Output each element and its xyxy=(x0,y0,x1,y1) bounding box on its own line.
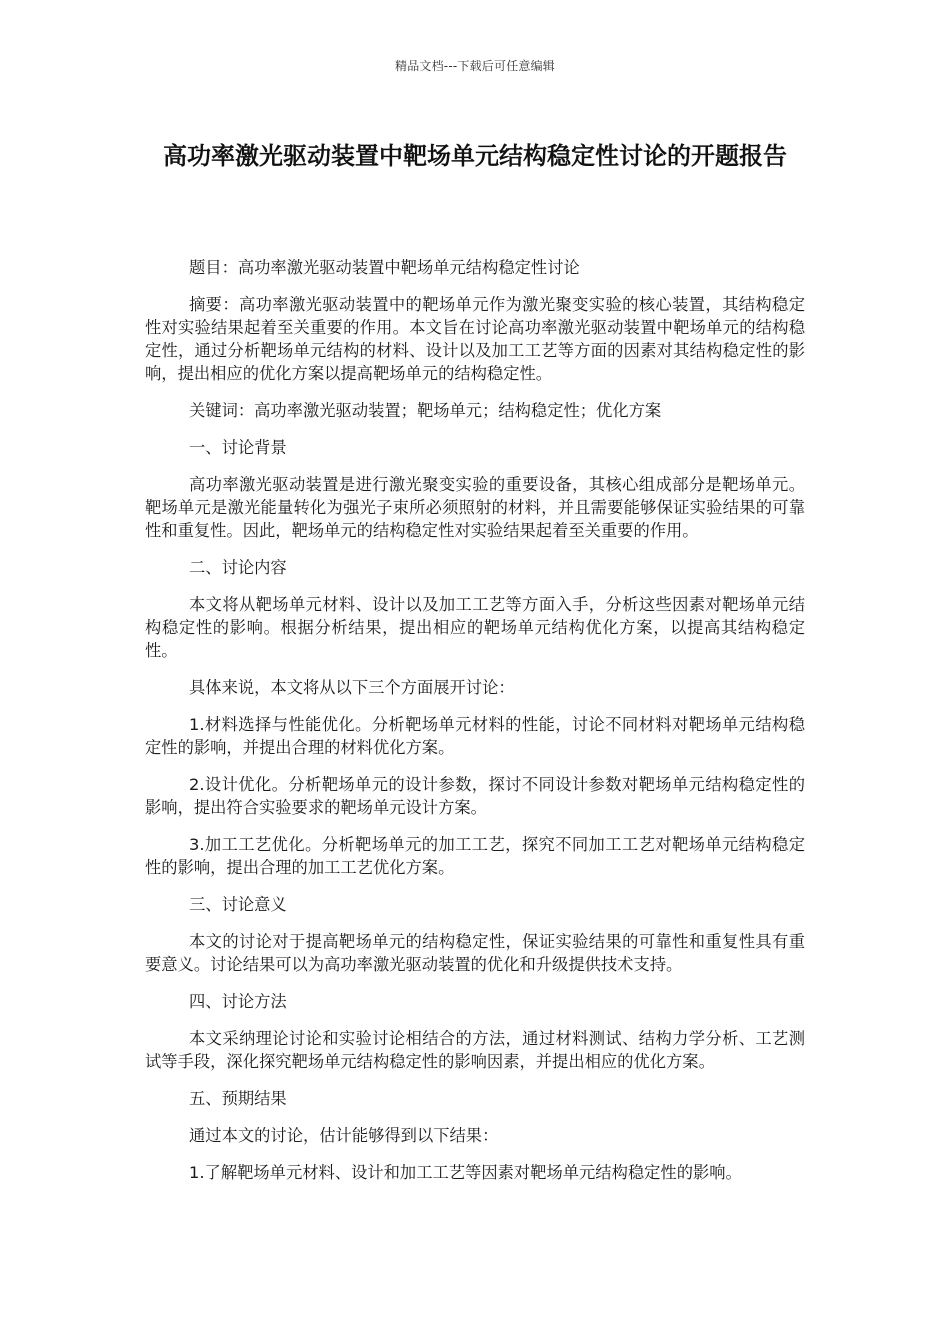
header-note: 精品文档---下载后可任意编辑 xyxy=(395,59,555,73)
paragraph-content: 本文将从靶场单元材料、设计以及加工工艺等方面入手，分析这些因素对靶场单元结构稳定性的影响。根据分析结果，提出相应的靶场单元结构优化方案，以提高其结构稳定性。 xyxy=(145,595,805,660)
list-item-design: 2.设计优化。分析靶场单元的设计参数，探讨不同设计参数对靶场单元结构稳定性的影响，提出符合实验要求的靶场单元设计方案。 xyxy=(145,775,805,817)
paragraph-abstract: 摘要：高功率激光驱动装置中的靶场单元作为激光聚变实验的核心装置，其结构稳定性对实验结果起着至关重要的作用。本文旨在讨论高功率激光驱动装置中靶场单元的结构稳定性，通过分析靶场单元结构的材料、设计以及加工工艺等方面的因素对其结构稳定性的影响，提出相应的优化方案以提高靶场单元的结构稳定性。 xyxy=(145,295,805,383)
paragraph-background: 高功率激光驱动装置是进行激光聚变实验的重要设备，其核心组成部分是靶场单元。靶场单元是激光能量转化为强光子束所必须照射的材料，并且需要能够保证实验结果的可靠性和重复性。因此，靶场单元的结构稳定性对实验结果起着至关重要的作用。 xyxy=(145,475,805,540)
section-heading-methods: 四、讨论方法 xyxy=(189,992,287,1011)
document-body xyxy=(145,256,805,1198)
paragraph-significance: 本文的讨论对于提高靶场单元的结构稳定性，保证实验结果的可靠性和重复性具有重要意义。讨论结果可以为高功率激光驱动装置的优化和升级提供技术支持。 xyxy=(145,932,805,974)
list-item-result-1: 1.了解靶场单元材料、设计和加工工艺等因素对靶场单元结构稳定性的影响。 xyxy=(189,1163,742,1182)
section-heading-significance: 三、讨论意义 xyxy=(189,895,287,914)
paragraph-topic: 题目：高功率激光驱动装置中靶场单元结构稳定性讨论 xyxy=(189,258,580,277)
section-heading-results: 五、预期结果 xyxy=(189,1089,287,1108)
section-heading-content: 二、讨论内容 xyxy=(189,558,287,577)
paragraph-content-intro: 具体来说，本文将从以下三个方面展开讨论： xyxy=(189,678,515,697)
section-heading-background: 一、讨论背景 xyxy=(189,438,287,457)
list-item-process: 3.加工工艺优化。分析靶场单元的加工工艺，探究不同加工工艺对靶场单元结构稳定性的影响，提出合理的加工工艺优化方案。 xyxy=(145,835,805,877)
document-title: 高功率激光驱动装置中靶场单元结构稳定性讨论的开题报告 xyxy=(163,142,787,170)
paragraph-results-intro: 通过本文的讨论，估计能够得到以下结果： xyxy=(189,1126,499,1145)
paragraph-methods: 本文采纳理论讨论和实验讨论相结合的方法，通过材料测试、结构力学分析、工艺测试等手段，深化探究靶场单元结构稳定性的影响因素，并提出相应的优化方案。 xyxy=(145,1029,805,1071)
list-item-materials: 1.材料选择与性能优化。分析靶场单元材料的性能，讨论不同材料对靶场单元结构稳定性的影响，并提出合理的材料优化方案。 xyxy=(145,715,805,757)
paragraph-keywords: 关键词：高功率激光驱动装置；靶场单元；结构稳定性；优化方案 xyxy=(189,401,662,420)
